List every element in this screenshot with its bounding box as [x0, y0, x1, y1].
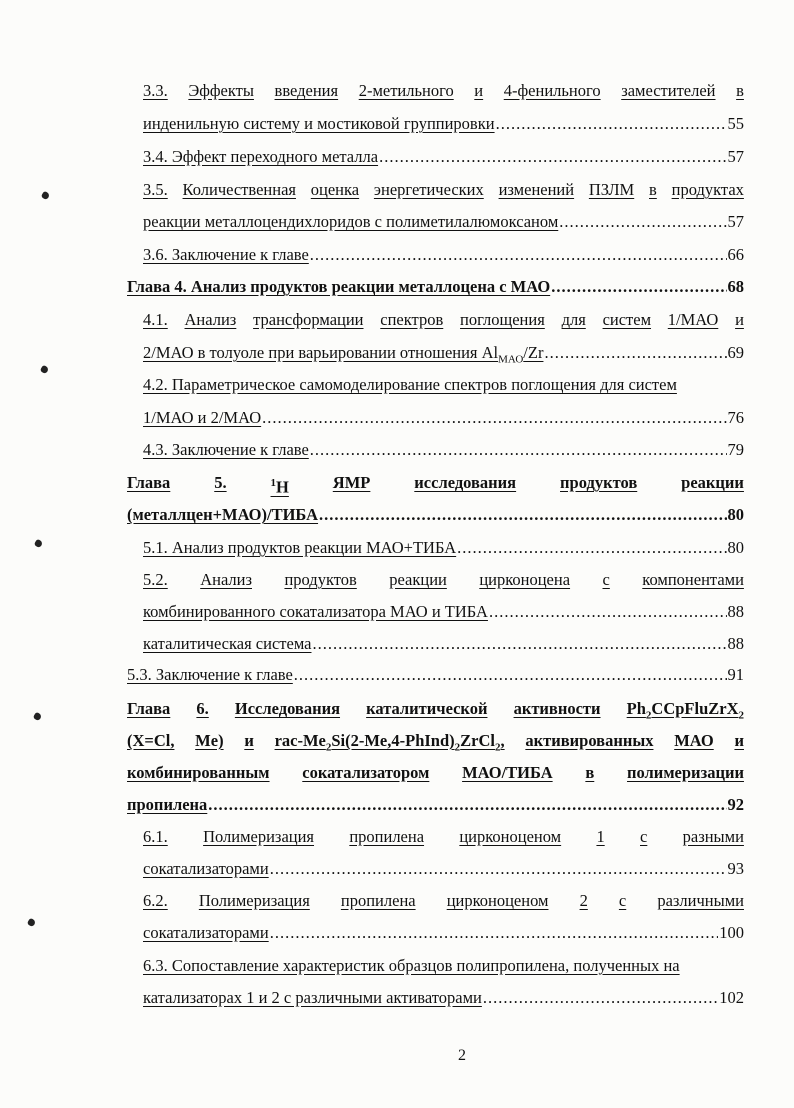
page-ref: 100: [719, 923, 744, 942]
page-ref: 57: [727, 147, 744, 166]
page-ref: 66: [727, 245, 744, 264]
binding-hole-mark: [27, 918, 37, 928]
toc-3-3-line2[interactable]: инденильную систему и мостиковой группировки ..... 55: [143, 109, 744, 139]
toc-6-3-line1[interactable]: 6.3. Сопоставление характеристик образцов полипропилена, полученных на: [143, 956, 680, 975]
page-ref: 68: [727, 277, 744, 296]
toc-6-3-line2[interactable]: катализаторах 1 и 2 с различными активаторами ..... 102: [143, 983, 744, 1013]
toc-chapter-6-line1[interactable]: Глава 6. Исследования каталитической активности $Ph_2CCpFluZrX_2$: [127, 699, 744, 722]
toc-6-1-line1[interactable]: 6.1. Полимеризация пропилена цирконоценом 1 с разными: [143, 827, 744, 846]
page-ref: 88: [727, 602, 744, 621]
toc-4-1-line2[interactable]: 2/МАО в толуоле при варьировании отношения $Al_{МАО}/Zr$ ..... 69: [143, 338, 744, 368]
page-ref: 55: [727, 114, 744, 133]
page-ref: 69: [727, 343, 744, 362]
toc-chapter-5-line1[interactable]: Глава 5. $^1$Н ЯМР исследования продуктов реакции: [127, 473, 744, 497]
toc-4-3[interactable]: 4.3. Заключение к главе ..... 79: [143, 435, 744, 465]
page-ref: 102: [719, 988, 744, 1007]
toc-5-2-line1[interactable]: 5.2. Анализ продуктов реакции цирконоцена с компонентами: [143, 570, 744, 589]
toc-chapter-6-line4[interactable]: пропилена ..... 92: [127, 790, 744, 820]
toc-4-2-line2[interactable]: 1/МАО и 2/МАО ..... 76: [143, 403, 744, 433]
page-ref: 88: [727, 634, 744, 653]
toc-3-4[interactable]: 3.4. Эффект переходного металла ..... 57: [143, 142, 744, 172]
toc-5-1[interactable]: 5.1. Анализ продуктов реакции МАО+ТИБА ..... 80: [143, 533, 744, 563]
binding-hole-mark: [40, 365, 50, 375]
toc-chapter-4[interactable]: Глава 4. Анализ продуктов реакции металлоцена с МАО ..... 68: [127, 272, 744, 302]
toc-chapter-6-line3[interactable]: комбинированным сокатализатором МАО/ТИБА в полимеризации: [127, 763, 744, 782]
toc-3-5-line1[interactable]: 3.5. Количественная оценка энергетических изменений ПЗЛМ в продуктах: [143, 180, 744, 199]
page-ref: 79: [727, 440, 744, 459]
toc-6-2-line1[interactable]: 6.2. Полимеризация пропилена цирконоценом 2 с различными: [143, 891, 744, 910]
page-ref: 57: [727, 212, 744, 231]
binding-hole-mark: [34, 539, 44, 549]
binding-hole-mark: [33, 712, 43, 722]
toc-5-2-line3[interactable]: каталитическая система ..... 88: [143, 629, 744, 659]
toc-3-3-line1[interactable]: 3.3. Эффекты введения 2-метильного и 4-фенильного заместителей в: [143, 81, 744, 100]
page-ref: 80: [727, 505, 744, 524]
toc-3-6[interactable]: 3.6. Заключение к главе ..... 66: [143, 240, 744, 270]
binding-hole-mark: [41, 191, 51, 201]
page-number: 2: [458, 1047, 466, 1064]
toc-chapter-6-line2[interactable]: (X=Cl, Me) и rac-$Me_2Si(2-Me,4-PhInd)_2ZrCl_2$, активированных МАО и: [127, 731, 744, 754]
toc-3-5-line2[interactable]: реакции металлоцендихлоридов с полиметилалюмоксаном ..... 57: [143, 207, 744, 237]
page-ref: 80: [727, 538, 744, 557]
toc-5-3[interactable]: 5.3. Заключение к главе ..... 91: [127, 660, 744, 690]
toc-6-1-line2[interactable]: сокатализаторами ..... 93: [143, 854, 744, 884]
page-ref: 91: [727, 665, 744, 684]
toc-5-2-line2[interactable]: комбинированного сокатализатора МАО и ТИБА ..... 88: [143, 597, 744, 627]
page-ref: 76: [727, 408, 744, 427]
toc-4-2-line1[interactable]: 4.2. Параметрическое самомоделирование спектров поглощения для систем: [143, 375, 677, 394]
toc-chapter-5-line2[interactable]: (металлцен+МАО)/ТИБА ..... 80: [127, 500, 744, 530]
toc-6-2-line2[interactable]: сокатализаторами ..... 100: [143, 918, 744, 948]
page-ref: 92: [727, 795, 744, 814]
page-ref: 93: [727, 859, 744, 878]
toc-4-1-line1[interactable]: 4.1. Анализ трансформации спектров поглощения для систем 1/МАО и: [143, 310, 744, 329]
